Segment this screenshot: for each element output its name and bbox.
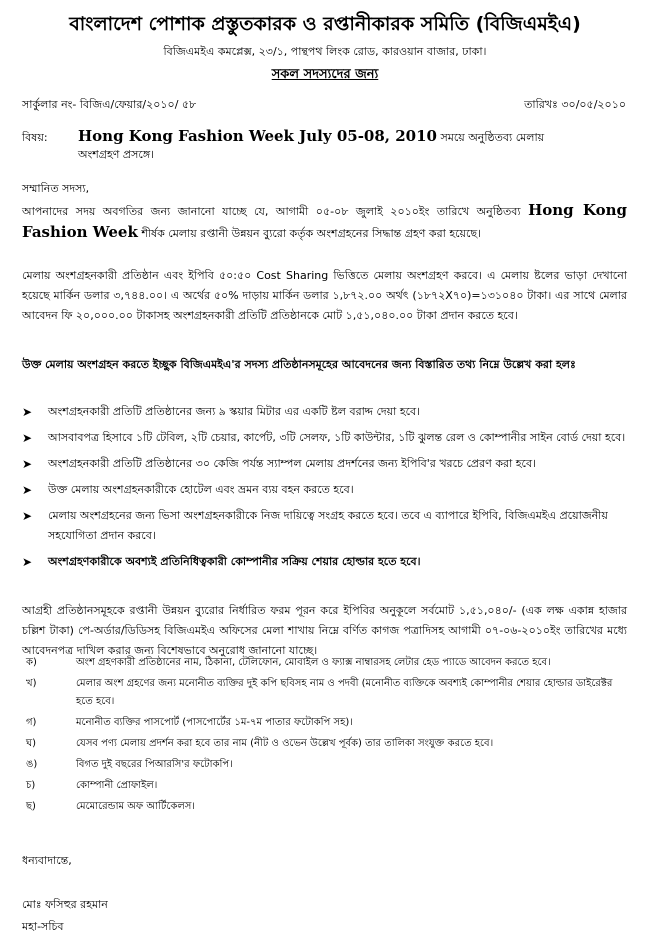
document-item — [26, 714, 626, 732]
document-item-marker: গ) — [26, 717, 37, 728]
bullet-text: আসবাবপত্র হিসাবে ১টি টেবিল, ২টি চেয়ার, কার্পেট, ৩টি সেলফ, ১টি কাউন্টার, ১টি ঝুলন্ত রেল ও কোম্পানীর সাইন বোর্ড দেয়া হবে। — [48, 431, 626, 444]
audience-heading: সকল সদস্যদের জন্য — [271, 67, 379, 82]
circular-date: তারিখঃ ৩০/০৫/২০১০ — [524, 98, 626, 111]
bullet-item — [22, 454, 627, 474]
document-item — [26, 777, 626, 795]
arrow-bullet-icon: ➤ — [22, 431, 33, 445]
arrow-bullet-icon: ➤ — [22, 555, 33, 569]
bullet-text: অংশগ্রহনকারী প্রতিটি প্রতিষ্ঠানের ৩০ কেজি পর্যন্ত স্যাম্পল মেলায় প্রদর্শনের জন্য ইপিবি'র খরচে প্রেরণ করা হবে। — [48, 457, 537, 470]
document-item — [26, 654, 626, 672]
document-item — [26, 798, 626, 816]
arrow-bullet-icon: ➤ — [22, 509, 33, 523]
document-item-text: যেসব পণ্য মেলায় প্রদর্শন করা হবে তার নাম (নীট ও ওভেন উল্লেখ পূর্বক) তার তালিকা সংযুক্ত করতে হবে। — [76, 738, 494, 749]
event-name: Hong Kong Fashion Week — [22, 201, 627, 241]
signatory-title: মহা-সচিব — [22, 920, 64, 933]
subject-label: বিষয়: — [22, 131, 48, 144]
paragraph-1-after: শীর্ষক মেলায় রপ্তানী উন্নয়ন ব্যুরো কর্তৃক অংশগ্রহনের সিদ্ধান্ত গ্রহণ করা হয়েছে। — [141, 227, 482, 240]
subject-line-2: অংশগ্রহণ প্রসঙ্গে। — [78, 148, 155, 161]
bullet-text: উক্ত মেলায় অংশগ্রহনকারীকে হোটেল এবং ভ্রমন ব্যয় বহন করতে হবে। — [48, 483, 354, 496]
document-item — [26, 756, 626, 774]
document-item-marker: ক) — [26, 657, 37, 668]
arrow-bullet-icon: ➤ — [22, 483, 33, 497]
bullet-item — [22, 428, 627, 448]
bullet-text: মেলায় অংশগ্রহনের জন্য ভিসা অংশগ্রহনকারীকে নিজ দায়িত্বে সংগ্রহ করতে হবে। তবে এ ব্যাপারে ইপিবি, বিজিএমইএ প্রয়োজনীয় সহযোগিতা প্রদান করবে। — [48, 509, 608, 542]
bullet-text: অংশগ্রহণকারীকে অবশ্যই প্রতিনিধিত্বকারী কোম্পানীর সক্রিয় শেয়ার হোল্ডার হতে হবে। — [48, 555, 421, 568]
document-item — [26, 735, 626, 753]
bullet-text: অংশগ্রহনকারী প্রতিটি প্রতিষ্ঠানের জন্য ৯ স্কয়ার মিটার এর একটি ষ্টল বরাদ্দ দেয়া হবে। — [48, 405, 421, 418]
document-item-marker: চ) — [26, 780, 36, 791]
document-item-text: মেলার অংশ গ্রহণের জন্য মনোনীত ব্যক্তির দুই কপি ছবিসহ নাম ও পদবী (মনোনীত ব্যক্তিকে অবশ্যই কোম্পানীর শেয়ার হোল্ডার ডাইরেক্টর হতে হবে। — [76, 678, 613, 707]
document-item-text: মেমোরেন্ডাম অফ আর্টিকেলস। — [76, 801, 195, 812]
details-bullet-list — [22, 402, 627, 578]
document-item-text: কোম্পানী প্রোফাইল। — [76, 780, 158, 791]
bullet-item — [22, 506, 627, 546]
document-item — [26, 675, 626, 711]
paragraph-application: আগ্রহী প্রতিষ্ঠানসমূহকে রপ্তানী উন্নয়ন ব্যুরোর নির্ধারিত ফরম পূরন করে ইপিবির অনুকূলে সর্বমোট ১,৫১,০৪০/- (এক লক্ষ একান্ন হাজার চল্লিশ টাকা) পে-অর্ডার/ডিডিসহ বিজিএমইএ অফিসের মেলা শাখায় নিম্নে বর্ণিত কাগজ পত্রাদিসহ আগামী ০৭-০৬-২০১০ইং তারিখের মধ্যে আবেদনপত্র দাখিল করার জন্য বিশেষভাবে অনুরোধ জানানো যাচ্ছে। — [22, 604, 627, 657]
organization-title: বাংলাদেশ পোশাক প্রস্তুতকারক ও রপ্তানীকারক সমিতি (বিজিএমইএ) — [69, 13, 581, 35]
closing-thanks: ধন্যবাদান্তে, — [22, 854, 72, 867]
bullet-item — [22, 552, 627, 572]
document-item-marker: ঙ) — [26, 759, 38, 770]
subject-suffix: সময়ে অনুষ্ঠিতব্য মেলায় — [440, 131, 545, 144]
salutation: সম্মানিত সদস্য, — [22, 182, 90, 195]
subject-line — [22, 128, 632, 163]
paragraph-cost-sharing: মেলায় অংশগ্রহনকারী প্রতিষ্ঠান এবং ইপিবি ৫০:৫০ Cost Sharing ভিত্তিতে মেলায় অংশগ্রহণ করবে। এ মেলায় ষ্টলের ভাড়া দেখানো হয়েছে মার্কিন ডলার ৩,৭৪৪.০০। এ অর্থের ৫০% দাড়ায় মার্কিন ডলার ১,৮৭২.০০ অর্থৎ (১৮৭২X৭০)=১৩১০৪০ টাকা। এর সাথে মেলার আবেদন ফি ২০,০০০.০০ টাকাসহ অংশগ্রহনকারী প্রতিটি প্রতিষ্ঠানকে মোট ১,৫১,০৪০.০০ টাকা প্রদান করতে হবে। — [22, 269, 627, 322]
paragraph-details-intro: উক্ত মেলায় অংশগ্রহন করতে ইচ্ছুক বিজিএমইএ'র সদস্য প্রতিষ্ঠানসমূহের আবেদনের জন্য বিস্তারিত তথ্য নিম্নে উল্লেখ করা হলঃ — [22, 358, 576, 371]
document-item-marker: খ) — [26, 678, 37, 689]
arrow-bullet-icon: ➤ — [22, 457, 33, 471]
document-item-text: অংশ গ্রহণকারী প্রতিষ্ঠানের নাম, ঠিকানা, টেলিফোন, মোবাইল ও ফ্যাক্স নাম্বারসহ লেটার হেড প্যাডে আবেদন করতে হবে। — [76, 657, 551, 668]
bullet-item — [22, 402, 627, 422]
arrow-bullet-icon: ➤ — [22, 405, 33, 419]
document-item-text: বিগত দুই বছরের পিআরসি'র ফটোকপি। — [76, 759, 233, 770]
circular-number: সার্কুলার নং- বিজিএ/ফেয়ার/২০১০/ ৫৮ — [22, 98, 197, 111]
paragraph-1-before: আপনাদের সদয় অবগতির জন্য জানানো যাচ্ছে যে, আগামী ০৫-০৮ জুলাই ২০১০ইং তারিখে অনুষ্ঠিতব্য — [22, 205, 521, 218]
signatory-name: মোঃ ফসিহুর রহমান — [22, 898, 108, 911]
subject-event-title: Hong Kong Fashion Week July 05-08, 2010 — [78, 127, 437, 145]
organization-address: বিজিএমইএ কমপ্লেক্স, ২৩/১, পান্থপথ লিংক রোড, কারওয়ান বাজার, ঢাকা। — [163, 45, 487, 58]
bullet-item — [22, 480, 627, 500]
document-item-marker: ছ) — [26, 801, 36, 812]
document-item-marker: ঘ) — [26, 738, 37, 749]
document-item-text: মনোনীত ব্যক্তির পাসপোর্ট (পাসপোর্টের ১ম-৭ম পাতার ফটোকপি সহ)। — [76, 717, 353, 728]
paragraph-announcement — [22, 200, 627, 244]
required-documents-list — [26, 654, 626, 819]
